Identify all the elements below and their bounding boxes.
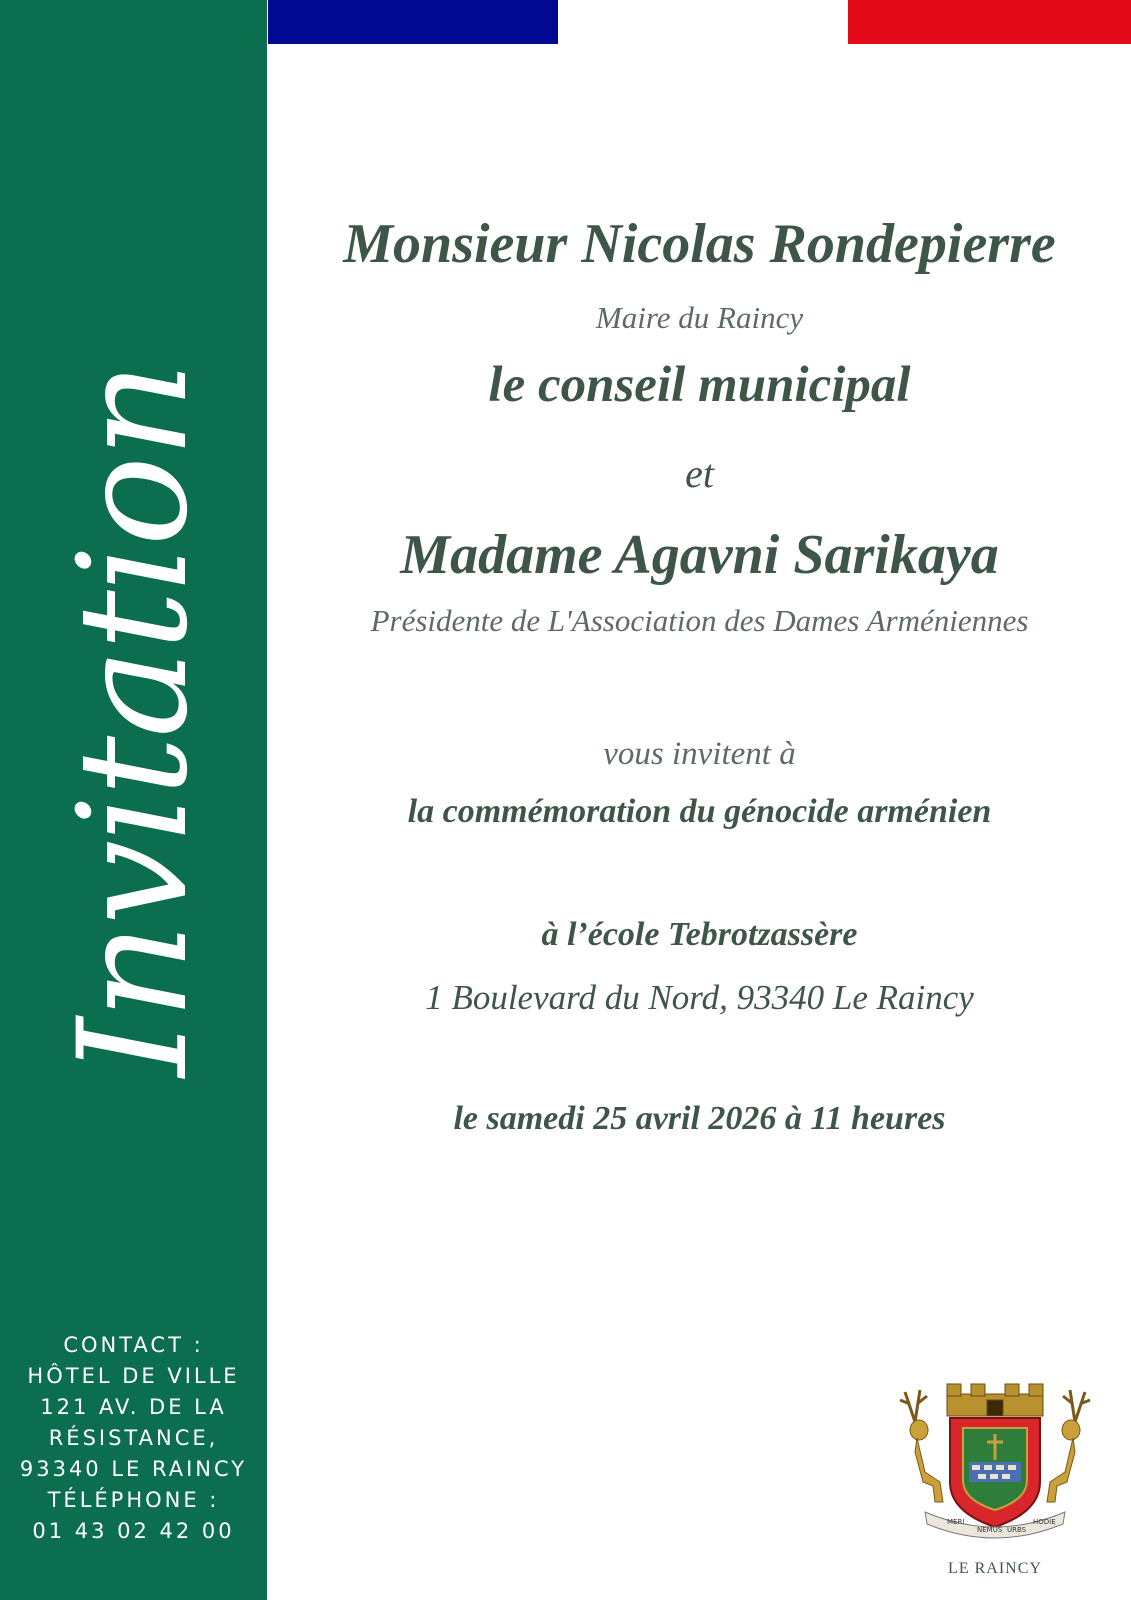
conjunction: et [685,451,714,496]
crest-motto-word: HODIE [1033,1518,1056,1526]
host3-title: Présidente de L'Association des Dames Arméniennes [370,603,1029,638]
event-name: la commémoration du génocide arménien [407,793,992,830]
venue-address: 1 Boulevard du Nord, 93340 Le Raincy [425,978,974,1017]
flag-blue-stripe [268,0,558,44]
invite-text: vous invitent à [603,736,796,772]
contact-line: TÉLÉPHONE : [47,1488,220,1512]
green-sidebar [0,0,267,1600]
contact-line: CONTACT : [63,1333,204,1357]
crest-motto-word: MERI [947,1518,965,1526]
host1-title: Maire du Raincy [595,300,804,335]
coat-of-arms-logo [895,1382,1095,1542]
flag-red-stripe [848,0,1131,44]
contact-line: 93340 LE RAINCY [19,1457,248,1481]
contact-phone: 01 43 02 42 00 [32,1519,235,1543]
host3-name: Madame Agavni Sarikaya [400,524,999,586]
host1-name: Monsieur Nicolas Rondepierre [343,213,1056,275]
crest-motto-word: URBS [1007,1526,1027,1534]
venue-name: à l’école Tebrotzassère [541,916,858,953]
event-date: le samedi 25 avril 2026 à 11 heures [453,1100,946,1137]
contact-line: RÉSISTANCE, [48,1426,219,1450]
crest-label: LE RAINCY [948,1560,1042,1577]
contact-line: HÔTEL DE VILLE [27,1364,240,1388]
crest-motto-word: NEMUS [977,1526,1003,1534]
contact-line: 121 AV. DE LA [40,1395,227,1419]
invitation-title: Invitation [47,363,221,1077]
contact-block [0,1330,267,1547]
host2-council: le conseil municipal [488,357,911,413]
